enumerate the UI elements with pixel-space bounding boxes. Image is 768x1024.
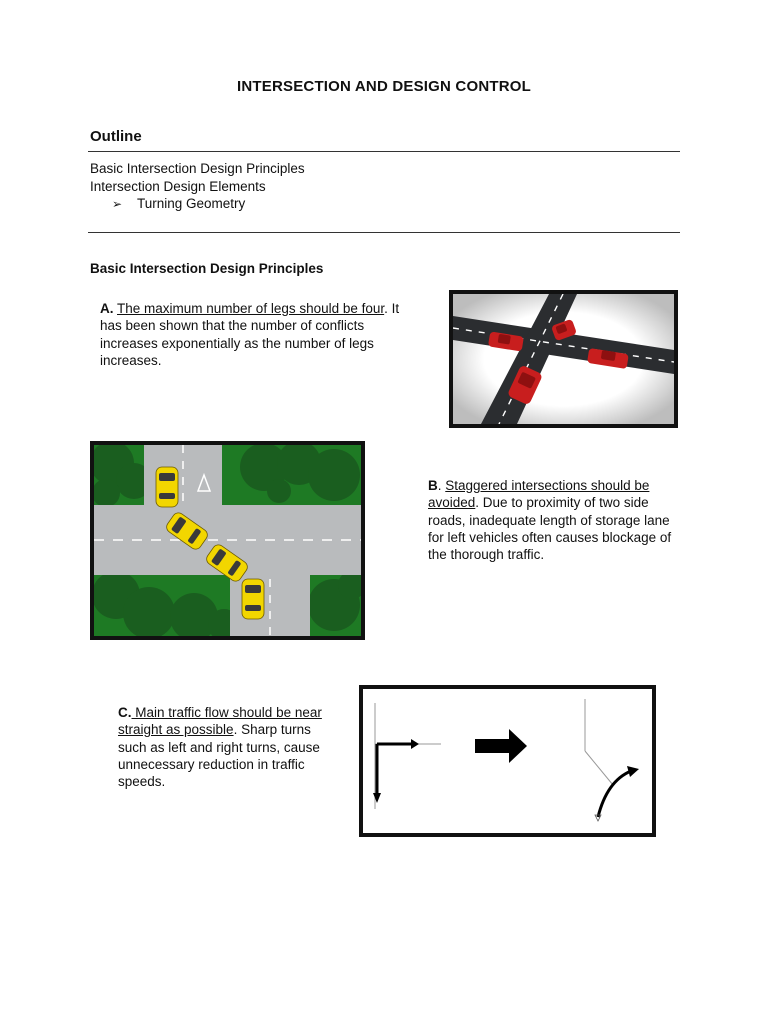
- turn-to-curve-diagram: [359, 685, 656, 837]
- staggered-intersection-aerial-illustration: [90, 441, 365, 640]
- principle-a-text: . It has been shown that the number of conflicts increases exponentially as the number of legs increases.: [100, 301, 400, 368]
- transition-arrow-icon: [475, 729, 527, 763]
- turn-diagram-svg: [363, 689, 652, 833]
- outline-top-divider: [88, 151, 680, 152]
- principle-a: [100, 300, 400, 369]
- outline-item-1: Basic Intersection Design Principles: [90, 161, 305, 176]
- taxi-1: [156, 467, 178, 507]
- intersection-a-svg: [453, 294, 674, 424]
- outline-item-2: Intersection Design Elements: [90, 179, 266, 194]
- outline-heading: Outline: [90, 128, 142, 145]
- principle-c-letter: C.: [118, 705, 132, 720]
- sharp-turn-diagram: [373, 703, 441, 809]
- taxi-4: [242, 579, 264, 619]
- principle-b-letter: B: [428, 478, 438, 493]
- principle-c-text: . Sharp turns such as left and right turns, cause unnecessary reduction in traffic speeds.: [118, 722, 320, 790]
- intersection-b-svg: [94, 445, 361, 636]
- outline-bottom-divider: [88, 232, 680, 233]
- principle-c: [118, 704, 343, 790]
- arrow-bullet-icon: ➢: [112, 197, 123, 211]
- outline-sub-item-1: Turning Geometry: [137, 196, 246, 211]
- section-heading: Basic Intersection Design Principles: [90, 261, 324, 276]
- document-title: INTERSECTION AND DESIGN CONTROL: [237, 78, 531, 95]
- principle-b-underlined: Staggered intersections should be avoided: [428, 478, 650, 511]
- principle-a-underlined: The maximum number of legs should be four: [117, 301, 385, 316]
- principle-b-separator: .: [437, 478, 446, 493]
- principle-b: [428, 477, 678, 563]
- smooth-curve-diagram: [585, 699, 639, 821]
- principle-c-underlined: Main traffic flow should be near straight as possible: [118, 705, 322, 738]
- principle-a-letter: A.: [100, 301, 114, 316]
- four-leg-intersection-illustration: [449, 290, 678, 428]
- principle-b-text: . Due to proximity of two side roads, inadequate length of storage lane for left vehicles often causes blockage of the thorough traffic.: [428, 495, 672, 563]
